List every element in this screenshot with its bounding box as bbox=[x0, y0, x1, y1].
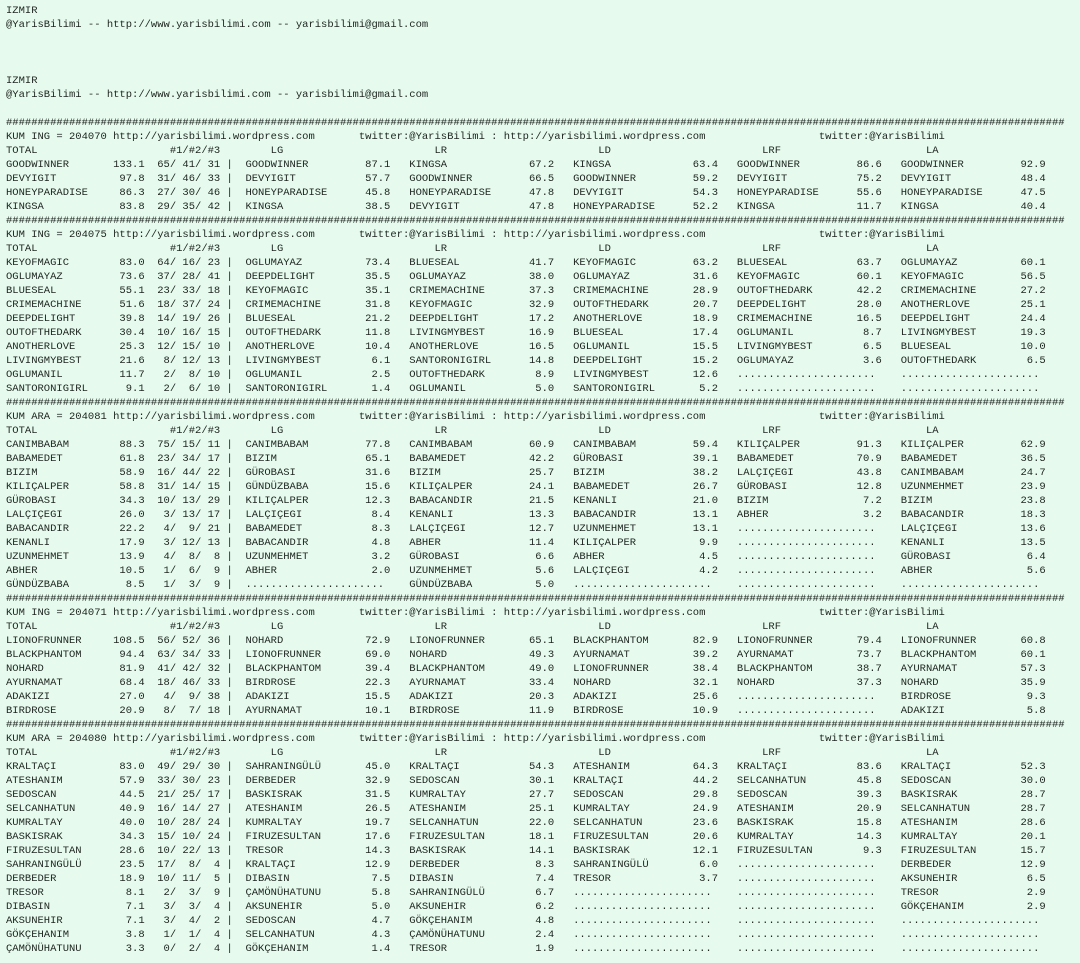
column-header-row: TOTAL #1/#2/#3 LG LR LD LRF LA bbox=[6, 425, 939, 437]
data-row: KRALTAÇI 83.0 49/ 29/ 30 | SAHRANINGÜLÜ 45.0 KRALTAÇI 54.3 ATESHANIM 64.3 KRALTAÇI 83.6 KRALTAÇI 52.3 bbox=[6, 761, 1065, 773]
data-row: TRESOR 8.1 2/ 3/ 9 | ÇAMÖNÜHATUNU 5.8 SAHRANINGÜLÜ 6.7 ...................... ...................... TRESOR 2.9 bbox=[6, 887, 1065, 899]
data-row: GOODWINNER 133.1 65/ 41/ 31 | GOODWINNER 87.1 KINGSA 67.2 KINGSA 63.4 GOODWINNER 86.6 GOODWINNER 92.9 bbox=[6, 159, 1065, 171]
race-sections bbox=[6, 116, 1080, 956]
data-row: NOHARD 81.9 41/ 42/ 32 | BLACKPHANTOM 39.4 BLACKPHANTOM 49.0 LIONOFRUNNER 38.4 BLACKPHANTOM 38.7 AYURNAMAT 57.3 bbox=[6, 663, 1065, 675]
data-row: DERBEDER 18.9 10/ 11/ 5 | DIBASIN 7.5 DIBASIN 7.4 TRESOR 3.7 ...................... AKSUNEHIR 6.5 bbox=[6, 873, 1065, 885]
data-row: DEVYIGIT 97.8 31/ 46/ 33 | DEVYIGIT 57.7 GOODWINNER 66.5 GOODWINNER 59.2 DEVYIGIT 75.2 DEVYIGIT 48.4 bbox=[6, 173, 1065, 185]
data-row: DIBASIN 7.1 3/ 3/ 4 | AKSUNEHIR 5.0 AKSUNEHIR 6.2 ...................... ...................... GÖKÇEHANIM 2.9 bbox=[6, 901, 1065, 913]
section-title: KUM ING = 204070 http://yarisbilimi.wordpress.com twitter:@YarisBilimi : http://yarisbilimi.wordpress.com twitter:@YarisBilimi bbox=[6, 131, 945, 143]
blank-line bbox=[6, 102, 1080, 116]
data-row: GÖKÇEHANIM 3.8 1/ 1/ 4 | SELCANHATUN 4.3 ÇAMÖNÜHATUNU 2.4 ...................... ...................... ...................... bbox=[6, 929, 1065, 941]
data-row: BIZIM 58.9 16/ 44/ 22 | GÜROBASI 31.6 BIZIM 25.7 BIZIM 38.2 LALÇIÇEGI 43.8 CANIMBABAM 24.7 bbox=[6, 467, 1065, 479]
data-row: LIVINGMYBEST 21.6 8/ 12/ 13 | LIVINGMYBEST 6.1 SANTORONIGIRL 14.8 DEEPDELIGHT 15.2 OGLUMAYAZ 3.6 OUTOFTHEDARK 6.5 bbox=[6, 355, 1065, 367]
data-row: KENANLI 17.9 3/ 12/ 13 | BABACANDIR 4.8 ABHER 11.4 KILIÇALPER 9.9 ...................... KENANLI 13.5 bbox=[6, 537, 1065, 549]
data-row: CANIMBABAM 88.3 75/ 15/ 11 | CANIMBABAM 77.8 CANIMBABAM 60.9 CANIMBABAM 59.4 KILIÇALPER 91.3 KILIÇALPER 62.9 bbox=[6, 439, 1065, 451]
section-separator: ######################################################################################################################################################################## bbox=[6, 397, 1065, 409]
data-row: ATESHANIM 57.9 33/ 30/ 23 | DERBEDER 32.9 SEDOSCAN 30.1 KRALTAÇI 44.2 SELCANHATUN 45.8 SEDOSCAN 30.0 bbox=[6, 775, 1065, 787]
column-header-row: TOTAL #1/#2/#3 LG LR LD LRF LA bbox=[6, 747, 939, 759]
report-contact-line-repeat: @YarisBilimi -- http://www.yarisbilimi.com -- yarisbilimi@gmail.com bbox=[6, 89, 429, 101]
data-row: OGLUMAYAZ 73.6 37/ 28/ 41 | DEEPDELIGHT 35.5 OGLUMAYAZ 38.0 OGLUMAYAZ 31.6 KEYOFMAGIC 60.1 KEYOFMAGIC 56.5 bbox=[6, 271, 1065, 283]
data-row: ABHER 10.5 1/ 6/ 9 | ABHER 2.0 UZUNMEHMET 5.6 LALÇIÇEGI 4.2 ...................... ABHER 5.6 bbox=[6, 565, 1065, 577]
data-row: OUTOFTHEDARK 30.4 10/ 16/ 15 | OUTOFTHEDARK 11.8 LIVINGMYBEST 16.9 BLUESEAL 17.4 OGLUMANIL 8.7 LIVINGMYBEST 19.3 bbox=[6, 327, 1065, 339]
data-row: KEYOFMAGIC 83.0 64/ 16/ 23 | OGLUMAYAZ 73.4 BLUESEAL 41.7 KEYOFMAGIC 63.2 BLUESEAL 63.7 OGLUMAYAZ 60.1 bbox=[6, 257, 1065, 269]
data-row: SAHRANINGÜLÜ 23.5 17/ 8/ 4 | KRALTAÇI 12.9 DERBEDER 8.3 SAHRANINGÜLÜ 6.0 ...................... DERBEDER 12.9 bbox=[6, 859, 1065, 871]
data-row: KUMRALTAY 40.0 10/ 28/ 24 | KUMRALTAY 19.7 SELCANHATUN 22.0 SELCANHATUN 23.6 BASKISRAK 15.8 ATESHANIM 28.6 bbox=[6, 817, 1065, 829]
blank-line bbox=[6, 32, 1080, 46]
column-header-row: TOTAL #1/#2/#3 LG LR LD LRF LA bbox=[6, 243, 939, 255]
data-row: ÇAMÖNÜHATUNU 3.3 0/ 2/ 4 | GÖKÇEHANIM 1.4 TRESOR 1.9 ...................... ...................... ...................... bbox=[6, 943, 1065, 955]
data-row: FIRUZESULTAN 28.6 10/ 22/ 13 | TRESOR 14.3 BASKISRAK 14.1 BASKISRAK 12.1 FIRUZESULTAN 9.3 FIRUZESULTAN 15.7 bbox=[6, 845, 1065, 857]
section-separator: ######################################################################################################################################################################## bbox=[6, 593, 1065, 605]
section-title: KUM ARA = 204081 http://yarisbilimi.wordpress.com twitter:@YarisBilimi : http://yarisbilimi.wordpress.com twitter:@YarisBilimi bbox=[6, 411, 945, 423]
data-row: LIONOFRUNNER 108.5 56/ 52/ 36 | NOHARD 72.9 LIONOFRUNNER 65.1 BLACKPHANTOM 82.9 LIONOFRUNNER 79.4 LIONOFRUNNER 60.8 bbox=[6, 635, 1065, 647]
data-row: AKSUNEHIR 7.1 3/ 4/ 2 | SEDOSCAN 4.7 GÖKÇEHANIM 4.8 ...................... ...................... ...................... bbox=[6, 915, 1065, 927]
data-row: BABAMEDET 61.8 23/ 34/ 17 | BIZIM 65.1 BABAMEDET 42.2 GÜROBASI 39.1 BABAMEDET 70.9 BABAMEDET 36.5 bbox=[6, 453, 1065, 465]
data-row: ANOTHERLOVE 25.3 12/ 15/ 10 | ANOTHERLOVE 10.4 ANOTHERLOVE 16.5 OGLUMANIL 15.5 LIVINGMYBEST 6.5 BLUESEAL 10.0 bbox=[6, 341, 1065, 353]
data-row: KILIÇALPER 58.8 31/ 14/ 15 | GÜNDÜZBABA 15.6 KILIÇALPER 24.1 BABAMEDET 26.7 GÜROBASI 12.8 UZUNMEHMET 23.9 bbox=[6, 481, 1065, 493]
report-contact-line: @YarisBilimi -- http://www.yarisbilimi.com -- yarisbilimi@gmail.com bbox=[6, 19, 429, 31]
report-city: IZMIR bbox=[6, 5, 38, 17]
blank-line bbox=[6, 46, 1080, 60]
data-row: BIRDROSE 20.9 8/ 7/ 18 | AYURNAMAT 10.1 BIRDROSE 11.9 BIRDROSE 10.9 ...................... ADAKIZI 5.8 bbox=[6, 705, 1065, 717]
data-row: CRIMEMACHINE 51.6 18/ 37/ 24 | CRIMEMACHINE 31.8 KEYOFMAGIC 32.9 OUTOFTHEDARK 20.7 DEEPDELIGHT 28.0 ANOTHERLOVE 25.1 bbox=[6, 299, 1065, 311]
data-row: BASKISRAK 34.3 15/ 10/ 24 | FIRUZESULTAN 17.6 FIRUZESULTAN 18.1 FIRUZESULTAN 20.6 KUMRALTAY 14.3 KUMRALTAY 20.1 bbox=[6, 831, 1065, 843]
data-row: DEEPDELIGHT 39.8 14/ 19/ 26 | BLUESEAL 21.2 DEEPDELIGHT 17.2 ANOTHERLOVE 18.9 CRIMEMACHINE 16.5 DEEPDELIGHT 24.4 bbox=[6, 313, 1065, 325]
data-row: UZUNMEHMET 13.9 4/ 8/ 8 | UZUNMEHMET 3.2 GÜROBASI 6.6 ABHER 4.5 ...................... GÜROBASI 6.4 bbox=[6, 551, 1065, 563]
data-row: SELCANHATUN 40.9 16/ 14/ 27 | ATESHANIM 26.5 ATESHANIM 25.1 KUMRALTAY 24.9 ATESHANIM 20.9 SELCANHATUN 28.7 bbox=[6, 803, 1065, 815]
section-separator: ######################################################################################################################################################################## bbox=[6, 215, 1065, 227]
column-header-row: TOTAL #1/#2/#3 LG LR LD LRF LA bbox=[6, 145, 939, 157]
section-separator: ######################################################################################################################################################################## bbox=[6, 719, 1065, 731]
section-title: KUM ING = 204071 http://yarisbilimi.wordpress.com twitter:@YarisBilimi : http://yarisbilimi.wordpress.com twitter:@YarisBilimi bbox=[6, 607, 945, 619]
data-row: OGLUMANIL 11.7 2/ 8/ 10 | OGLUMANIL 2.5 OUTOFTHEDARK 8.9 LIVINGMYBEST 12.6 ...................... ...................... bbox=[6, 369, 1065, 381]
data-row: BABACANDIR 22.2 4/ 9/ 21 | BABAMEDET 8.3 LALÇIÇEGI 12.7 UZUNMEHMET 13.1 ...................... LALÇIÇEGI 13.6 bbox=[6, 523, 1065, 535]
section-title: KUM ARA = 204080 http://yarisbilimi.wordpress.com twitter:@YarisBilimi : http://yarisbilimi.wordpress.com twitter:@YarisBilimi bbox=[6, 733, 945, 745]
section-title: KUM ING = 204075 http://yarisbilimi.wordpress.com twitter:@YarisBilimi : http://yarisbilimi.wordpress.com twitter:@YarisBilimi bbox=[6, 229, 945, 241]
data-row: ADAKIZI 27.0 4/ 9/ 38 | ADAKIZI 15.5 ADAKIZI 20.3 ADAKIZI 25.6 ...................... BIRDROSE 9.3 bbox=[6, 691, 1065, 703]
data-row: KINGSA 83.8 29/ 35/ 42 | KINGSA 38.5 DEVYIGIT 47.8 HONEYPARADISE 52.2 KINGSA 11.7 KINGSA 40.4 bbox=[6, 201, 1065, 213]
data-row: SANTORONIGIRL 9.1 2/ 6/ 10 | SANTORONIGIRL 1.4 OGLUMANIL 5.0 SANTORONIGIRL 5.2 ...................... ...................... bbox=[6, 383, 1065, 395]
blank-line bbox=[6, 60, 1080, 74]
data-row: GÜNDÜZBABA 8.5 1/ 3/ 9 | ...................... GÜNDÜZBABA 5.0 ...................... ...................... ...................... bbox=[6, 579, 1065, 591]
data-row: SEDOSCAN 44.5 21/ 25/ 17 | BASKISRAK 31.5 KUMRALTAY 27.7 SEDOSCAN 29.8 SEDOSCAN 39.3 BASKISRAK 28.7 bbox=[6, 789, 1065, 801]
section-separator: ######################################################################################################################################################################## bbox=[6, 117, 1065, 129]
column-header-row: TOTAL #1/#2/#3 LG LR LD LRF LA bbox=[6, 621, 939, 633]
data-row: BLACKPHANTOM 94.4 63/ 34/ 33 | LIONOFRUNNER 69.0 NOHARD 49.3 AYURNAMAT 39.2 AYURNAMAT 73.7 BLACKPHANTOM 60.1 bbox=[6, 649, 1065, 661]
data-row: AYURNAMAT 68.4 18/ 46/ 33 | BIRDROSE 22.3 AYURNAMAT 33.4 NOHARD 32.1 NOHARD 37.3 NOHARD 35.9 bbox=[6, 677, 1065, 689]
data-row: HONEYPARADISE 86.3 27/ 30/ 46 | HONEYPARADISE 45.8 HONEYPARADISE 47.8 DEVYIGIT 54.3 HONEYPARADISE 55.6 HONEYPARADISE 47.5 bbox=[6, 187, 1065, 199]
data-row: GÜROBASI 34.3 10/ 13/ 29 | KILIÇALPER 12.3 BABACANDIR 21.5 KENANLI 21.0 BIZIM 7.2 BIZIM 23.8 bbox=[6, 495, 1065, 507]
data-row: LALÇIÇEGI 26.0 3/ 13/ 17 | LALÇIÇEGI 8.4 KENANLI 13.3 BABACANDIR 13.1 ABHER 3.2 BABACANDIR 18.3 bbox=[6, 509, 1065, 521]
report-city-repeat: IZMIR bbox=[6, 75, 38, 87]
data-row: BLUESEAL 55.1 23/ 33/ 18 | KEYOFMAGIC 35.1 CRIMEMACHINE 37.3 CRIMEMACHINE 28.9 OUTOFTHEDARK 42.2 CRIMEMACHINE 27.2 bbox=[6, 285, 1065, 297]
